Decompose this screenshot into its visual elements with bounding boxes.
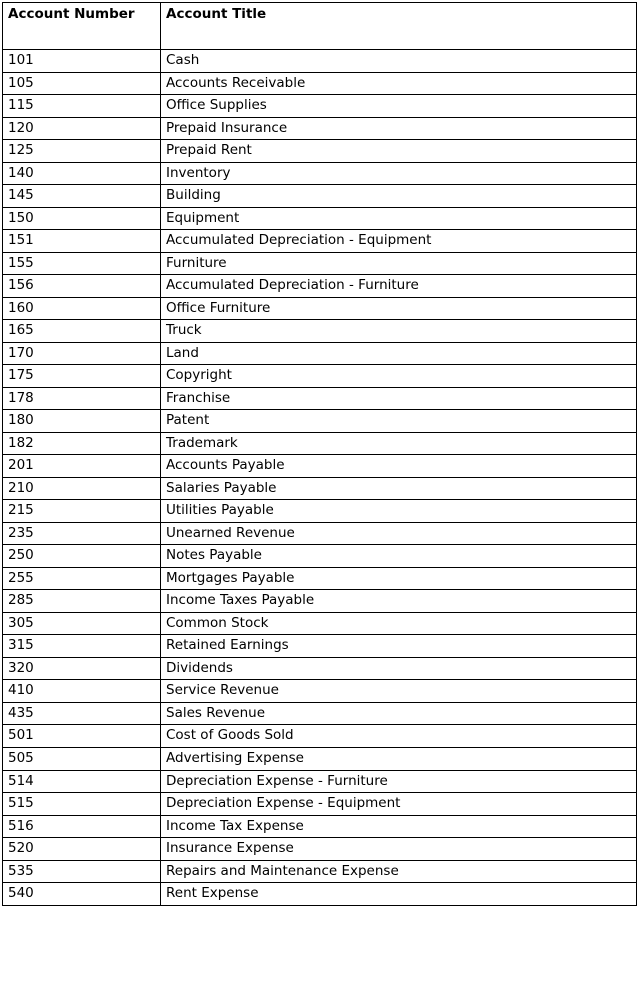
account-number-cell: 235	[3, 522, 161, 545]
account-number-cell: 170	[3, 342, 161, 365]
table-row	[3, 455, 637, 478]
account-number-cell: 165	[3, 320, 161, 343]
table-row	[3, 725, 637, 748]
table-row	[3, 387, 637, 410]
account-number-cell: 305	[3, 612, 161, 635]
account-title-cell: Depreciation Expense - Furniture	[161, 770, 637, 793]
account-title-cell: Service Revenue	[161, 680, 637, 703]
table-row	[3, 95, 637, 118]
account-title-cell: Prepaid Insurance	[161, 117, 637, 140]
account-number-cell: 156	[3, 275, 161, 298]
account-number-cell: 285	[3, 590, 161, 613]
account-title-cell: Accumulated Depreciation - Equipment	[161, 230, 637, 253]
table-row	[3, 342, 637, 365]
account-title-cell: Retained Earnings	[161, 635, 637, 658]
account-number-cell: 315	[3, 635, 161, 658]
account-title-cell: Trademark	[161, 432, 637, 455]
account-title-cell: Furniture	[161, 252, 637, 275]
table-row	[3, 410, 637, 433]
table-row	[3, 793, 637, 816]
account-title-cell: Patent	[161, 410, 637, 433]
account-title-cell: Unearned Revenue	[161, 522, 637, 545]
table-row	[3, 747, 637, 770]
table-row	[3, 635, 637, 658]
table-row	[3, 590, 637, 613]
account-number-cell: 180	[3, 410, 161, 433]
account-number-cell: 515	[3, 793, 161, 816]
account-title-cell: Sales Revenue	[161, 702, 637, 725]
account-number-cell: 410	[3, 680, 161, 703]
account-title-cell: Income Tax Expense	[161, 815, 637, 838]
table-row	[3, 500, 637, 523]
account-number-cell: 250	[3, 545, 161, 568]
chart-of-accounts	[0, 2, 638, 906]
table-row	[3, 838, 637, 861]
table-row	[3, 117, 637, 140]
account-title-cell: Depreciation Expense - Equipment	[161, 793, 637, 816]
account-number-cell: 255	[3, 567, 161, 590]
account-number-cell: 150	[3, 207, 161, 230]
column-header-account-number: Account Number	[3, 3, 161, 50]
account-number-cell: 182	[3, 432, 161, 455]
table-row	[3, 207, 637, 230]
table-row	[3, 815, 637, 838]
table-body	[3, 50, 637, 906]
account-number-cell: 101	[3, 50, 161, 73]
table-row	[3, 545, 637, 568]
table-row	[3, 432, 637, 455]
account-number-cell: 125	[3, 140, 161, 163]
account-title-cell: Cash	[161, 50, 637, 73]
account-number-cell: 535	[3, 860, 161, 883]
table-row	[3, 230, 637, 253]
table-row	[3, 477, 637, 500]
account-title-cell: Truck	[161, 320, 637, 343]
account-number-cell: 201	[3, 455, 161, 478]
account-number-cell: 115	[3, 95, 161, 118]
account-number-cell: 501	[3, 725, 161, 748]
account-title-cell: Building	[161, 185, 637, 208]
account-number-cell: 151	[3, 230, 161, 253]
account-number-cell: 215	[3, 500, 161, 523]
table-row	[3, 297, 637, 320]
table-row	[3, 770, 637, 793]
account-title-cell: Accumulated Depreciation - Furniture	[161, 275, 637, 298]
table-row	[3, 657, 637, 680]
account-table	[2, 2, 637, 906]
account-number-cell: 120	[3, 117, 161, 140]
account-number-cell: 140	[3, 162, 161, 185]
account-title-cell: Prepaid Rent	[161, 140, 637, 163]
account-number-cell: 516	[3, 815, 161, 838]
account-title-cell: Common Stock	[161, 612, 637, 635]
account-number-cell: 175	[3, 365, 161, 388]
table-row	[3, 860, 637, 883]
account-title-cell: Insurance Expense	[161, 838, 637, 861]
account-title-cell: Franchise	[161, 387, 637, 410]
table-row	[3, 185, 637, 208]
table-row	[3, 320, 637, 343]
table-row	[3, 365, 637, 388]
table-row	[3, 140, 637, 163]
account-number-cell: 520	[3, 838, 161, 861]
account-title-cell: Utilities Payable	[161, 500, 637, 523]
account-number-cell: 155	[3, 252, 161, 275]
account-number-cell: 145	[3, 185, 161, 208]
table-row	[3, 567, 637, 590]
table-row	[3, 612, 637, 635]
table-row	[3, 72, 637, 95]
table-header	[3, 3, 637, 50]
account-title-cell: Office Supplies	[161, 95, 637, 118]
account-number-cell: 320	[3, 657, 161, 680]
table-header-row	[3, 3, 637, 50]
account-title-cell: Income Taxes Payable	[161, 590, 637, 613]
table-row	[3, 252, 637, 275]
account-title-cell: Land	[161, 342, 637, 365]
account-title-cell: Office Furniture	[161, 297, 637, 320]
table-row	[3, 522, 637, 545]
account-number-cell: 160	[3, 297, 161, 320]
account-number-cell: 505	[3, 747, 161, 770]
account-title-cell: Equipment	[161, 207, 637, 230]
account-number-cell: 514	[3, 770, 161, 793]
account-number-cell: 105	[3, 72, 161, 95]
column-header-account-title: Account Title	[161, 3, 637, 50]
account-number-cell: 435	[3, 702, 161, 725]
account-number-cell: 210	[3, 477, 161, 500]
account-title-cell: Salaries Payable	[161, 477, 637, 500]
account-title-cell: Copyright	[161, 365, 637, 388]
account-title-cell: Cost of Goods Sold	[161, 725, 637, 748]
account-title-cell: Accounts Receivable	[161, 72, 637, 95]
account-number-cell: 540	[3, 883, 161, 906]
account-title-cell: Dividends	[161, 657, 637, 680]
account-title-cell: Repairs and Maintenance Expense	[161, 860, 637, 883]
account-title-cell: Rent Expense	[161, 883, 637, 906]
table-row	[3, 50, 637, 73]
table-row	[3, 275, 637, 298]
account-title-cell: Notes Payable	[161, 545, 637, 568]
account-title-cell: Accounts Payable	[161, 455, 637, 478]
account-title-cell: Inventory	[161, 162, 637, 185]
table-row	[3, 162, 637, 185]
account-title-cell: Mortgages Payable	[161, 567, 637, 590]
account-title-cell: Advertising Expense	[161, 747, 637, 770]
table-row	[3, 680, 637, 703]
table-row	[3, 702, 637, 725]
account-number-cell: 178	[3, 387, 161, 410]
table-row	[3, 883, 637, 906]
